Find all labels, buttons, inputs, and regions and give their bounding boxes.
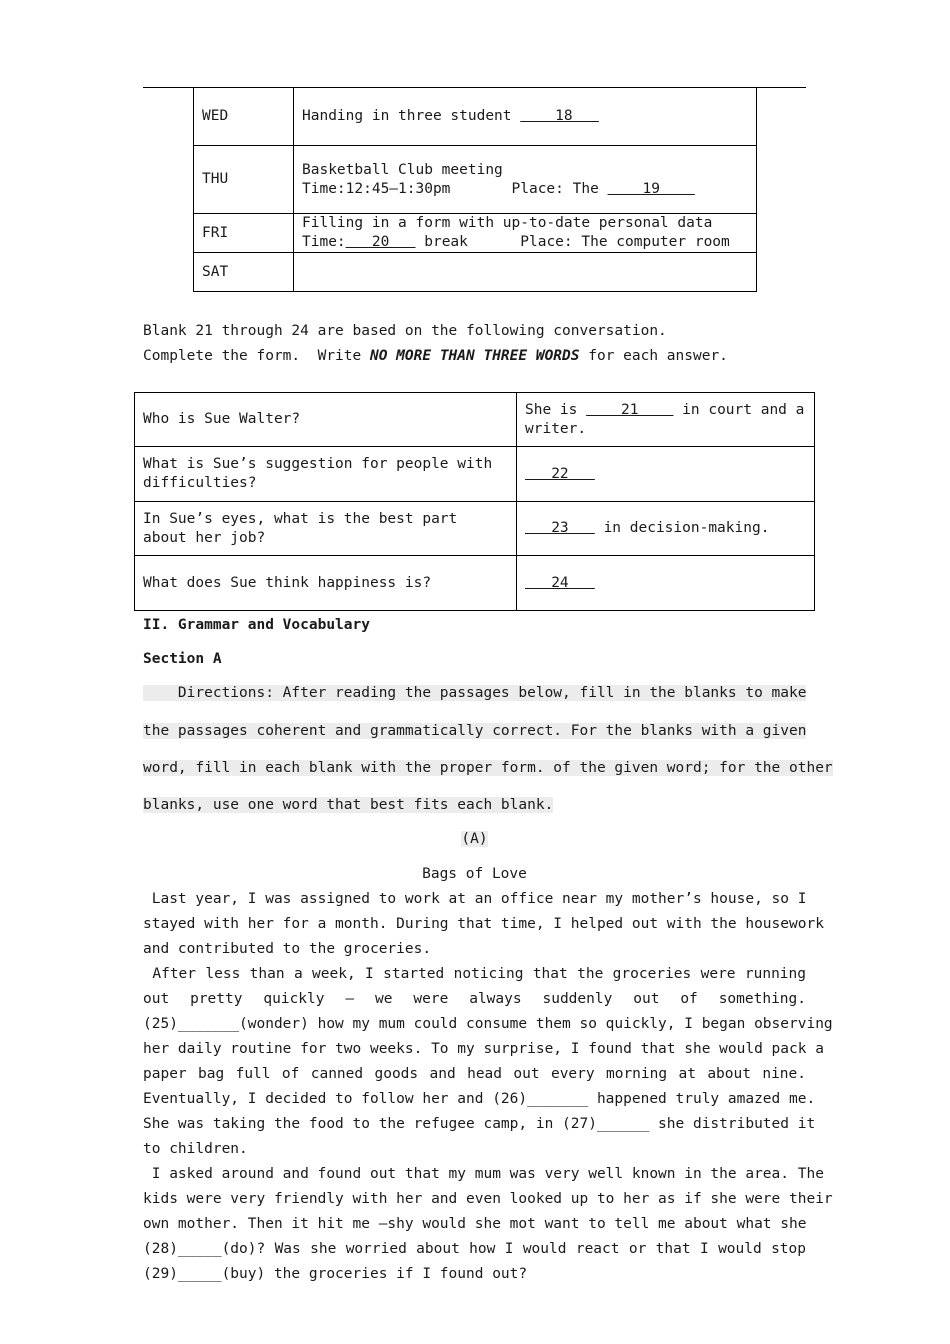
passage-line-blank-27: She was taking the food to the refugee camp, in (27)______ she distributed it <box>143 1116 816 1132</box>
directions-line: Directions: After reading the passages below, fill in the blanks to make <box>143 685 807 701</box>
schedule-row-thu <box>194 146 757 214</box>
answer-cell: 23 in decision-making. <box>517 502 815 556</box>
day-cell: FRI <box>194 214 294 253</box>
day-cell: SAT <box>194 253 294 292</box>
section-heading: Section A <box>143 651 222 667</box>
passage-line: own mother. Then it hit me —shy would she mot want to tell me about what she <box>143 1216 807 1232</box>
passage-line-blank-26: Eventually, I decided to follow her and (26)_______ happened truly amazed me. <box>143 1091 816 1107</box>
answer-cell: She is 21 in court and a writer. <box>517 393 815 447</box>
question-cell: What is Sue’s suggestion for people with difficulties? <box>135 447 517 502</box>
passage-label: (A) <box>461 831 488 847</box>
blank-24[interactable]: 24 <box>525 574 595 591</box>
passage-line: paper bag full of canned goods and head out every morning at about nine. <box>143 1066 806 1082</box>
directions-line: the passages coherent and grammatically correct. For the blanks with a given <box>143 723 807 739</box>
activity-cell: Basketball Club meeting Time:12:45—1:30pm Place: The 19 <box>294 146 757 214</box>
activity-cell: Filling in a form with up-to-date personal data Time: 20 break Place: The computer room <box>294 214 757 253</box>
blank-20[interactable]: 20 <box>345 234 416 250</box>
qa-row <box>135 393 815 447</box>
passage-line: stayed with her for a month. During that time, I helped out with the housework <box>143 916 824 932</box>
qa-row <box>135 556 815 611</box>
passage-line: Last year, I was assigned to work at an office near my mother’s house, so I <box>143 891 807 907</box>
schedule-table <box>193 87 757 292</box>
instructions-line-1: Blank 21 through 24 are based on the following conversation. <box>143 323 667 339</box>
passage-line: kids were very friendly with her and even looked up to her as if she were their <box>143 1191 833 1207</box>
schedule-row-sat <box>194 253 757 292</box>
blank-21[interactable]: 21 <box>586 401 674 418</box>
passage-line-blank-29: (29)_____(buy) the groceries if I found out? <box>143 1266 528 1282</box>
answer-cell <box>517 556 815 611</box>
passage-line: and contributed to the groceries. <box>143 941 432 957</box>
activity-cell <box>294 253 757 292</box>
qa-row <box>135 502 815 556</box>
activity-cell: Handing in three student 18 <box>294 88 757 146</box>
passage-line-blank-25: (25)_______(wonder) how my mum could consume them so quickly, I began observing <box>143 1016 833 1032</box>
schedule-row-wed <box>194 88 757 146</box>
passage-title: Bags of Love <box>422 866 527 882</box>
qa-row <box>135 447 815 502</box>
grammar-heading: II. Grammar and Vocabulary <box>143 617 370 633</box>
question-cell: Who is Sue Walter? <box>135 393 517 447</box>
qa-table <box>134 392 815 611</box>
passage-line: I asked around and found out that my mum was very well known in the area. The <box>143 1166 824 1182</box>
passage-line: her daily routine for two weeks. To my surprise, I found that she would pack a <box>143 1041 824 1057</box>
passage-line-blank-28: (28)_____(do)? Was she worried about how I would react or that I would stop <box>143 1241 806 1257</box>
blank-22[interactable]: 22 <box>525 465 595 482</box>
day-cell: WED <box>194 88 294 146</box>
question-cell: In Sue’s eyes, what is the best part about her job? <box>135 502 517 556</box>
answer-cell <box>517 447 815 502</box>
passage-line: After less than a week, I started noticing that the groceries were running <box>143 966 806 982</box>
passage-line: out pretty quickly — we were always suddenly out of something. <box>143 991 806 1007</box>
day-cell: THU <box>194 146 294 214</box>
directions-line: word, fill in each blank with the proper form. of the given word; for the other <box>143 760 833 776</box>
passage-line: to children. <box>143 1141 248 1157</box>
blank-18[interactable]: 18 <box>520 108 599 124</box>
question-cell: What does Sue think happiness is? <box>135 556 517 611</box>
directions-line: blanks, use one word that best fits each blank. <box>143 797 554 813</box>
blank-19[interactable]: 19 <box>607 180 695 197</box>
schedule-row-fri <box>194 214 757 253</box>
blank-23[interactable]: 23 <box>525 520 595 536</box>
instructions-line-2: Complete the form. Write NO MORE THAN THREE WORDS for each answer. <box>143 348 728 364</box>
